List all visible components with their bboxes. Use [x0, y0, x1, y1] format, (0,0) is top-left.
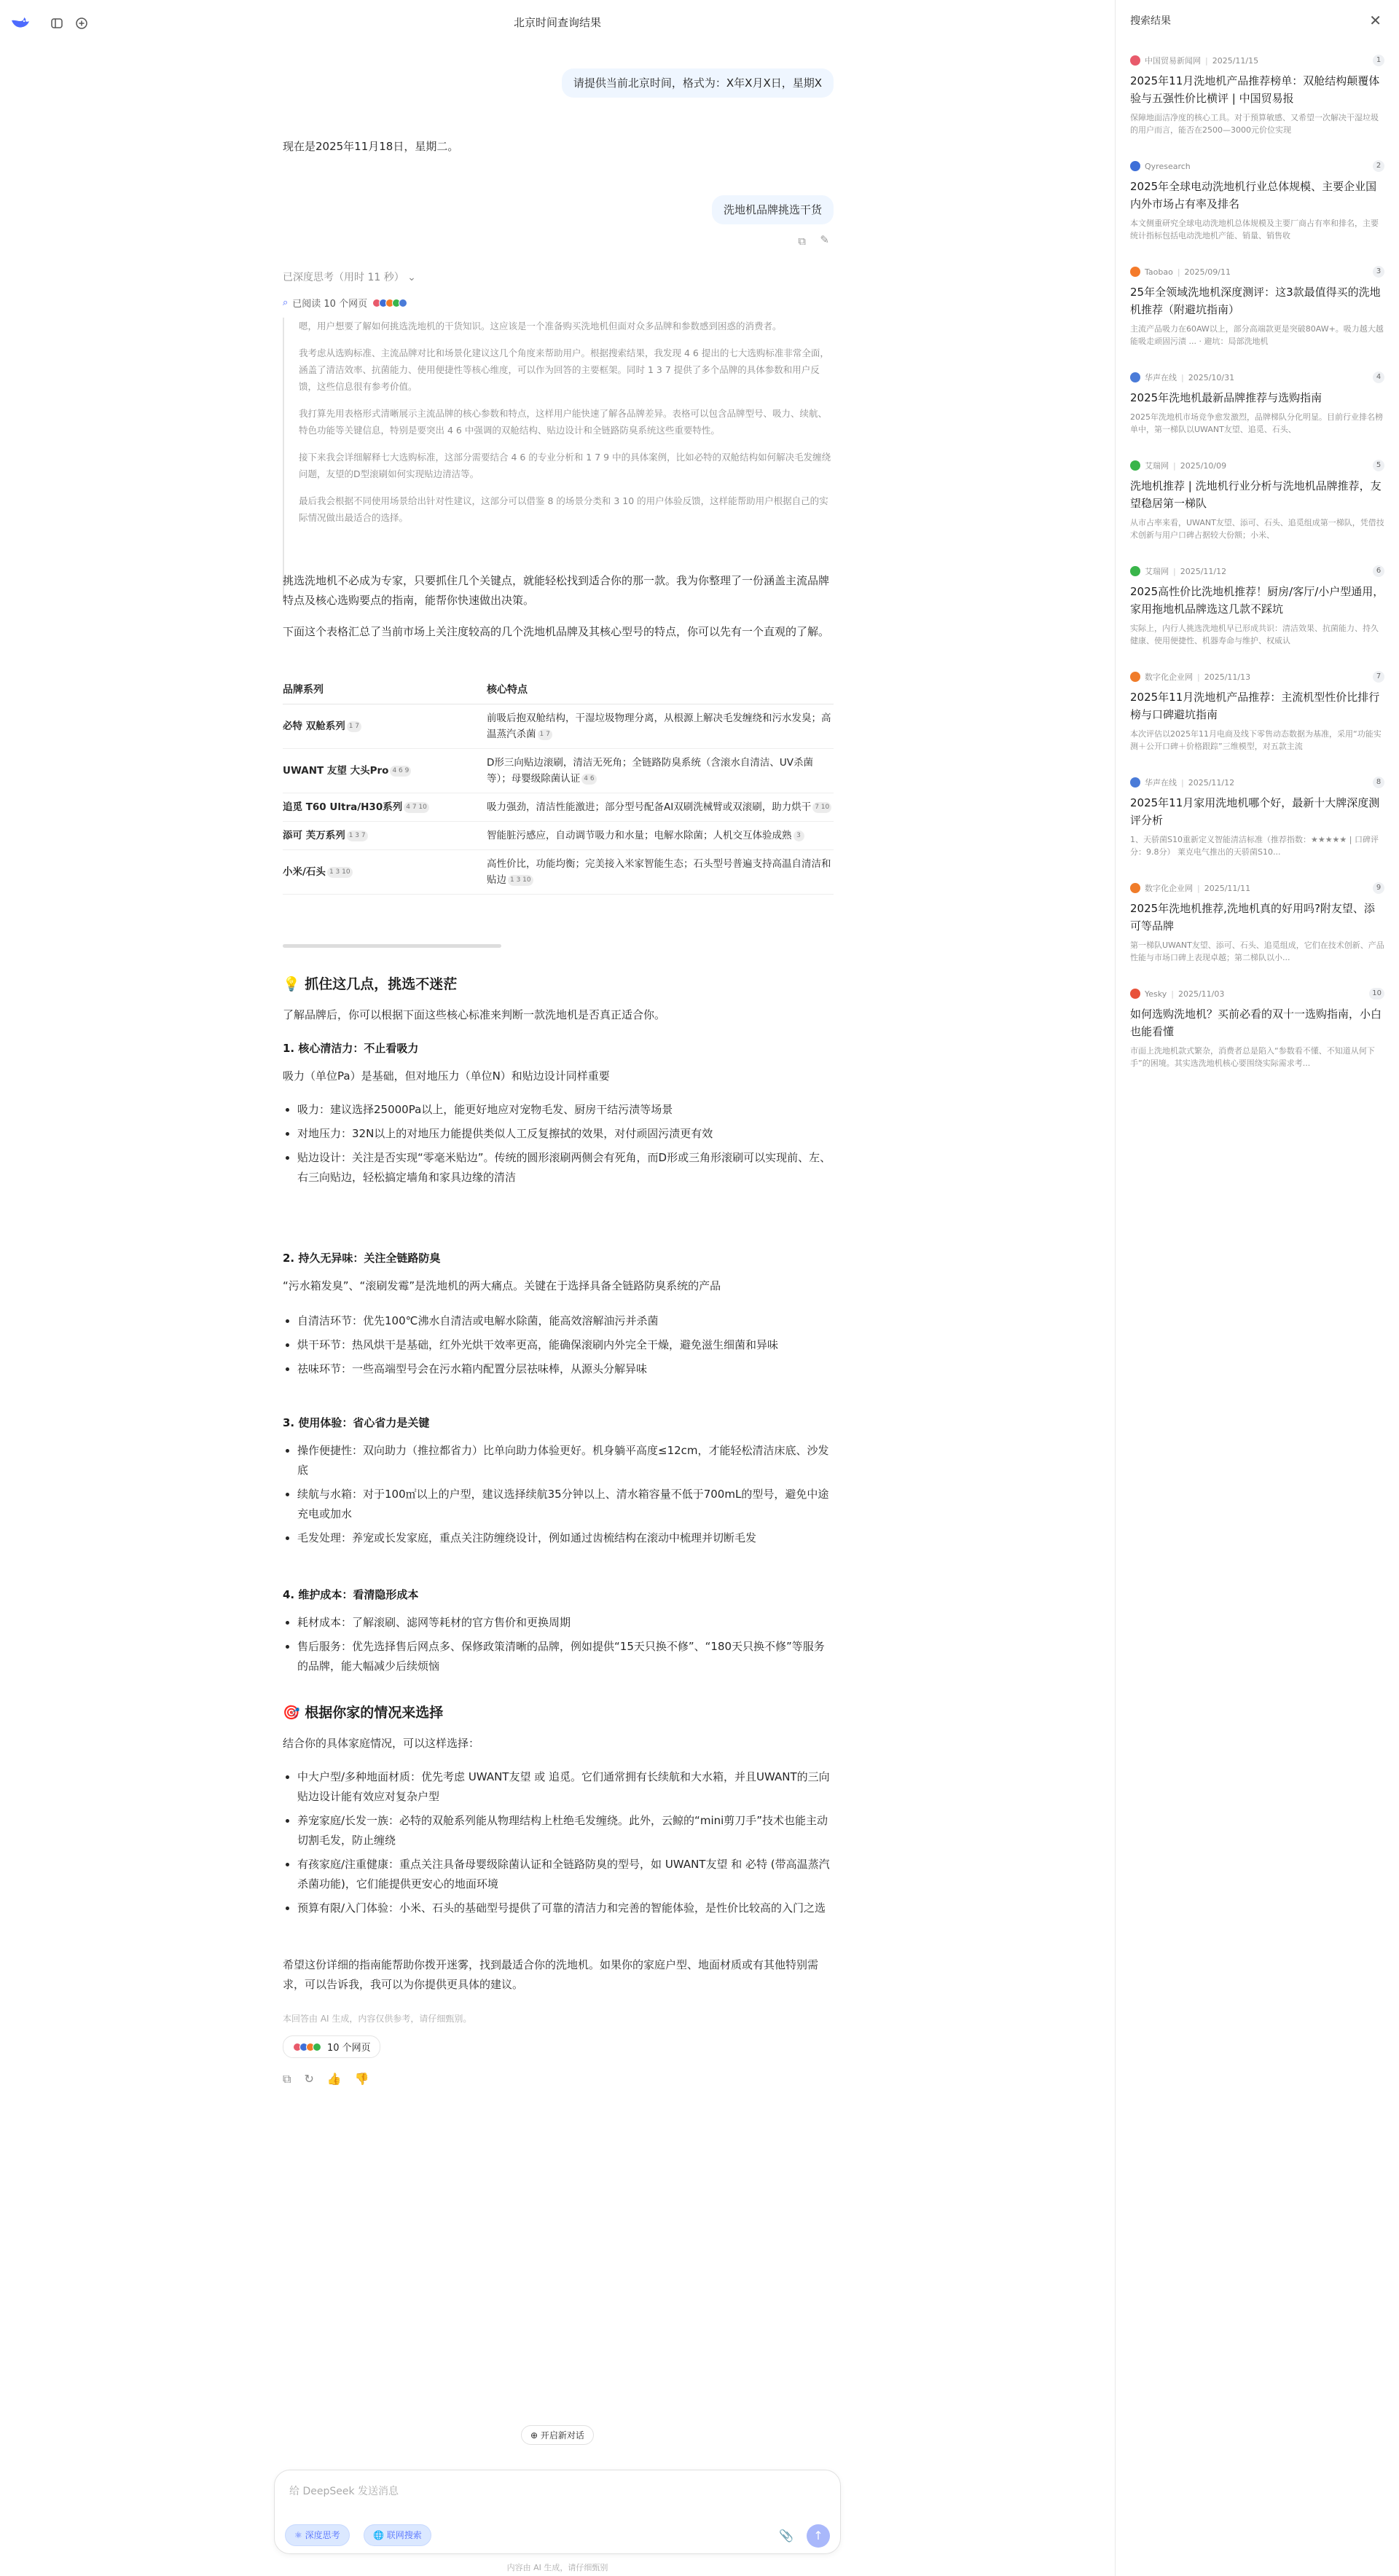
- table-row: [283, 749, 834, 793]
- result-index: 4: [1373, 372, 1384, 383]
- brand-cell: [283, 704, 487, 749]
- result-index: 2: [1373, 160, 1384, 172]
- section-heading-1: 💡 抓住这几点，挑选不迷茫: [283, 976, 458, 992]
- think-paragraph: 嗯，用户想要了解如何挑选洗地机的干货知识。这应该是一个准备购买洗地机但面对众多品牌和参数感到困惑的消费者。: [299, 321, 782, 331]
- citation-badge[interactable]: 1 3 10: [327, 867, 353, 878]
- top-bar: [0, 0, 1115, 47]
- search-icon: ⌕: [283, 297, 289, 308]
- result-source: 艾瑞网: [1145, 461, 1169, 471]
- regenerate-icon[interactable]: ↻: [304, 2072, 314, 2086]
- list-item: 续航与水箱：对于100㎡以上的户型，建议选择续航35分钟以上、清水箱容量不低于700mL的型号，避免中途充电或加水: [297, 1485, 834, 1524]
- search-result-card[interactable]: [1116, 446, 1399, 551]
- separator: |: [1173, 566, 1176, 576]
- site-favicon-icon: [1130, 267, 1140, 277]
- table-row: [283, 793, 834, 822]
- search-results-panel: [1115, 0, 1399, 2576]
- feature-text: 吸力强劲，清洁性能激进；部分型号配备AI双刷洗械臂或双滚刷，助力烘干: [487, 801, 812, 813]
- criterion-heading: 2. 持久无异味：关注全链路防臭: [283, 1252, 441, 1265]
- feature-text: 前吸后抱双舱结构，干湿垃圾物理分离，从根源上解决毛发缠绕和污水发臭；高温蒸汽杀菌: [487, 712, 831, 740]
- result-summary: 2025年洗地机市场竞争愈发激烈，品牌梯队分化明显。目前行业排名榜单中，第一梯队以UWANT友望、追觅、石头、: [1130, 412, 1383, 434]
- footer-note: 内容由 AI 生成，请仔细甄别: [506, 2563, 608, 2572]
- result-source-row: [1130, 881, 1384, 895]
- list-item: 有孩家庭/注重健康：重点关注具备母婴级除菌认证和全链路防臭的型号，如 UWANT友望 和 必特 (带高温蒸汽杀菌功能)，它们能提供更安心的地面环境: [297, 1855, 834, 1894]
- search-result-card[interactable]: [1116, 551, 1399, 657]
- result-date: 2025/10/31: [1188, 372, 1235, 382]
- target-icon: 🎯: [283, 1705, 300, 1721]
- result-summary: 本文侧重研究全球电动洗地机总体规模及主要厂商占有率和排名，主要统计指标包括电动洗地机产能、销量、销售收: [1130, 219, 1379, 240]
- separator: |: [1197, 883, 1200, 893]
- result-summary: 本次评估以2025年11月电商及线下零售动态数据为基准，采用“功能实测＋公开口碑＋价格跟踪”三维模型，对五款主流: [1130, 729, 1382, 751]
- search-result-card[interactable]: [1116, 974, 1399, 1080]
- brand-name: 追觅 T60 Ultra/H30系列: [283, 801, 403, 813]
- message-composer: [274, 2470, 841, 2554]
- search-result-card[interactable]: [1116, 252, 1399, 358]
- criterion-heading: 4. 维护成本：看清隐形成本: [283, 1588, 419, 1601]
- list-item: 中大户型/多种地面材质：优先考虑 UWANT友望 或 追觅。它们通常拥有长续航和大水箱，并且UWANT的三向贴边设计能有效应对复杂户型: [297, 1767, 834, 1807]
- feature-cell: [487, 793, 834, 822]
- citation-badge[interactable]: 4 6: [581, 774, 596, 785]
- thumbs-up-icon[interactable]: 👍: [326, 2072, 342, 2086]
- result-title[interactable]: 2025年洗地机推荐,洗地机真的好用吗?附友望、添可等品牌: [1130, 902, 1375, 932]
- result-source: 数字化企业网: [1145, 672, 1193, 682]
- result-summary: 主流产品吸力在60AW以上，部分高端款更是突破80AW+。吸力越大越能吸走顽固污渍 ... · 避坑：局部洗地机: [1130, 324, 1384, 346]
- list-item: 耗材成本：了解滚刷、滤网等耗材的官方售价和更换周期: [297, 1613, 834, 1633]
- separator: |: [1197, 672, 1200, 682]
- result-title[interactable]: 2025年11月家用洗地机哪个好，最新十大牌深度测评分析: [1130, 796, 1380, 827]
- section-lead: 结合你的具体家庭情况，可以这样选择：: [283, 1737, 480, 1750]
- table-row: [283, 704, 834, 749]
- globe-icon: 🌐: [373, 2530, 384, 2540]
- search-result-card[interactable]: [1116, 41, 1399, 146]
- list-item: 操作便捷性：双向助力（推拉都省力）比单向助力体验更好。机身躺平高度≤12cm，才能轻松清洁床底、沙发底: [297, 1441, 834, 1480]
- scenario-list: [297, 1767, 834, 1923]
- table-header: 品牌系列: [283, 675, 487, 704]
- page-title: 北京时间查询结果: [513, 16, 601, 29]
- result-title[interactable]: 25年全领域洗地机深度测评：这3款最值得买的洗地机推荐（附避坑指南）: [1130, 286, 1381, 316]
- site-favicon-icon: [1130, 777, 1140, 788]
- thumbs-down-icon[interactable]: 👎: [354, 2072, 369, 2086]
- brand-cell: [283, 850, 487, 895]
- result-index: 6: [1373, 565, 1384, 577]
- deep-think-button[interactable]: ⚛ 深度思考: [285, 2524, 350, 2546]
- attach-icon[interactable]: 📎: [779, 2529, 793, 2542]
- site-favicon-icon: [1130, 55, 1140, 66]
- result-summary: 保障地面洁净度的核心工具。对于预算敏感、又希望一次解决干湿垃圾的用户而言，能否在2500—3000元价位实现: [1130, 113, 1379, 135]
- result-source-row: [1130, 160, 1384, 173]
- result-date: 2025/11/12: [1188, 777, 1235, 788]
- site-favicon-icon: [1130, 883, 1140, 893]
- feature-text: D形三向贴边滚刷，清洁无死角；全链路防臭系统（含滚水自清洁、UV杀菌等）；母婴级除菌认证: [487, 757, 814, 785]
- panel-header: [1116, 0, 1399, 41]
- search-result-card[interactable]: [1116, 358, 1399, 446]
- site-favicon-icon: [1130, 672, 1140, 682]
- result-summary: 从市占率来看，UWANT友望、添可、石头、追觅组成第一梯队，凭借技术创新与用户口碑占据较大份额；小米、: [1130, 518, 1384, 540]
- list-item: 售后服务：优先选择售后网点多、保修政策清晰的品牌，例如提供“15天只换不修”、“180天只换不修”等服务的品牌，能大幅减少后续烦恼: [297, 1637, 834, 1676]
- new-chat-button[interactable]: ⊕ 开启新对话: [521, 2425, 594, 2445]
- read-pages-row[interactable]: ⌕ 已阅读 10 个网页: [283, 296, 407, 310]
- site-favicon-icon: [1130, 372, 1140, 382]
- ai-disclaimer: 本回答由 AI 生成，内容仅供参考，请仔细甄别。: [283, 2014, 472, 2024]
- brand-table: [283, 675, 834, 895]
- edit-icon[interactable]: ✎: [820, 233, 829, 246]
- section-lead: 了解品牌后，你可以根据下面这些核心标准来判断一款洗地机是否真正适合你。: [283, 1008, 666, 1021]
- result-index: 10: [1369, 988, 1384, 1000]
- result-date: 2025/10/09: [1180, 460, 1227, 471]
- list-item: 烘干环节：热风烘干是基础，红外光烘干效率更高，能确保滚刷内外完全干燥，避免滋生细菌和异味: [297, 1335, 834, 1355]
- result-summary: 第一梯队UWANT友望、添可、石头、追觅组成，它们在技术创新、产品性能与市场口碑上表现卓越；第二梯队以小...: [1130, 941, 1384, 962]
- result-summary: 实际上，内行人挑选洗地机早已形成共识：清洁效果、抗菌能力、持久健康、使用便捷性、机器寿命与维护、权威认: [1130, 624, 1379, 645]
- list-item: 毛发处理：养宠或长发家庭，重点关注防缠绕设计，例如通过齿梳结构在滚动中梳理并切断毛发: [297, 1528, 834, 1548]
- separator: |: [1171, 989, 1174, 999]
- result-title[interactable]: 2025年11月洗地机产品推荐：主流机型性价比排行榜与口碑避坑指南: [1130, 691, 1380, 721]
- plus-icon: ⊕: [530, 2430, 538, 2440]
- criterion-text: “污水箱发臭”、“滚刷发霉”是洗地机的两大痛点。关键在于选择具备全链路防臭系统的产品: [283, 1279, 721, 1292]
- result-index: 8: [1373, 777, 1384, 788]
- result-title[interactable]: 洗地机推荐 | 洗地机行业分析与洗地机品牌推荐，友望稳居第一梯队: [1130, 479, 1382, 510]
- think-paragraph: 我考虑从选购标准、主流品牌对比和场景化建议这几个角度来帮助用户。根据搜索结果，我发现 4 6 提出的七大选购标准非常全面，涵盖了清洁效率、抗菌能力、使用便捷性等核心维度，可以作为回答的主要框架。同时 1 3 7 提供了多个品牌的具体参数和用户反馈，这些信息很有参考价值。: [299, 347, 829, 392]
- brand-cell: [283, 749, 487, 793]
- result-title[interactable]: 2025年11月洗地机产品推荐榜单：双舱结构颠覆体验与五强性价比横评 | 中国贸易报: [1130, 74, 1380, 105]
- result-source-row: [1130, 776, 1384, 789]
- separator: |: [1181, 372, 1184, 382]
- criterion-list: [297, 1311, 834, 1383]
- result-list: [1116, 41, 1399, 1080]
- separator: |: [1181, 777, 1184, 788]
- site-favicon-icon: [1130, 460, 1140, 471]
- list-item: 自清洁环节：优先100℃沸水自清洁或电解水除菌，能高效溶解油污并杀菌: [297, 1311, 834, 1331]
- result-source: 华声在线: [1145, 373, 1177, 382]
- citation-badge[interactable]: 1 7: [347, 721, 361, 732]
- result-source-row: [1130, 371, 1384, 384]
- brand-name: 必特 双舱系列: [283, 720, 345, 732]
- criterion-list: [297, 1613, 834, 1681]
- search-result-card[interactable]: [1116, 657, 1399, 763]
- list-item: 养宠家庭/长发一族：必特的双舱系列能从物理结构上杜绝毛发缠绕。此外，云鲸的“mini剪刀手”技术也能主动切割毛发，防止缠绕: [297, 1811, 834, 1850]
- separator: |: [1205, 55, 1208, 66]
- result-source: Qyresearch: [1145, 161, 1191, 171]
- source-favicons: [295, 2043, 321, 2051]
- result-source-row: [1130, 565, 1384, 578]
- criterion-list: [297, 1441, 834, 1552]
- table-row: [283, 850, 834, 895]
- chevron-down-icon: ⌄: [407, 272, 416, 283]
- list-item: 贴边设计：关注是否实现“零毫米贴边”。传统的圆形滚刷两侧会有死角，而D形或三角形滚刷可以实现前、左、右三向贴边，轻松搞定墙角和家具边缘的清洁: [297, 1148, 834, 1187]
- thinking-block: [283, 318, 834, 600]
- copy-icon[interactable]: ⧉: [283, 2072, 291, 2086]
- result-date: 2025/11/12: [1180, 566, 1227, 576]
- result-title[interactable]: 2025高性价比洗地机推荐！厨房/客厅/小户型通用，家用拖地机品牌选这几款不踩坑: [1130, 585, 1384, 616]
- result-source: Yesky: [1145, 989, 1167, 999]
- result-source: 中国贸易新闻网: [1145, 56, 1201, 66]
- citation-badge[interactable]: 1 3 10: [508, 875, 533, 886]
- result-title[interactable]: 2025年全球电动洗地机行业总体规模、主要企业国内外市场占有率及排名: [1130, 180, 1377, 211]
- result-date: 2025/11/13: [1204, 672, 1251, 682]
- brand-name: 小米/石头: [283, 866, 326, 878]
- result-source: Taobao: [1145, 267, 1173, 277]
- user-message: 请提供当前北京时间，格式为：X年X月X日，星期X: [562, 68, 834, 98]
- intro-paragraph: 挑选洗地机不必成为专家，只要抓住几个关键点，就能轻松找到适合你的那一款。我为你整理了一份涵盖主流品牌特点及核心选购要点的指南，能帮你快速做出决策。: [283, 574, 830, 607]
- list-item: 吸力：建议选择25000Pa以上，能更好地应对宠物毛发、厨房干结污渍等场景: [297, 1100, 834, 1120]
- result-source-row: [1130, 987, 1384, 1000]
- sources-button[interactable]: 10 个网页: [283, 2035, 380, 2058]
- criterion-heading: 1. 核心清洁力：不止看吸力: [283, 1042, 419, 1055]
- result-date: 2025/11/11: [1204, 883, 1251, 893]
- citation-badge[interactable]: 1 7: [538, 729, 552, 740]
- result-title[interactable]: 如何选购洗地机？买前必看的双十一选购指南，小白也能看懂: [1130, 1008, 1382, 1038]
- site-favicon-icon: [1130, 566, 1140, 576]
- brand-name: 添可 芙万系列: [283, 830, 345, 841]
- assistant-answer-1: 现在是2025年11月18日，星期二。: [283, 140, 459, 153]
- think-paragraph: 接下来我会详细解释七大选购标准，这部分需要结合 4 6 的专业分析和 1 7 9 中的具体案例，比如必特的双舱结构如何解决毛发缠绕问题，友望的D型滚刷如何实现贴边清洁等。: [299, 452, 831, 479]
- result-summary: 1、天骄菌S10重新定义智能清洁标准（推荐指数：★★★★★ | 口碑评分：9.8分） 莱克电气推出的天骄菌S10...: [1130, 835, 1379, 857]
- source-favicons: [375, 299, 407, 307]
- feature-cell: [487, 850, 834, 895]
- citation-badge[interactable]: 7 10: [812, 802, 831, 813]
- result-source-row: [1130, 265, 1384, 278]
- citation-badge[interactable]: 4 6 9: [390, 766, 411, 777]
- deep-think-toggle[interactable]: 已深度思考（用时 11 秒） ⌄: [283, 272, 416, 283]
- search-result-card[interactable]: [1116, 146, 1399, 252]
- close-icon[interactable]: ✕: [1369, 12, 1382, 29]
- search-result-card[interactable]: [1116, 763, 1399, 868]
- result-index: 1: [1373, 55, 1384, 66]
- separator: |: [1177, 267, 1180, 277]
- brand-name: UWANT 友望 大头Pro: [283, 765, 389, 777]
- separator: |: [1173, 460, 1176, 471]
- copy-icon[interactable]: ⧉: [798, 235, 806, 248]
- table-row: [283, 822, 834, 850]
- table-scrollbar[interactable]: [283, 944, 501, 948]
- result-source: 艾瑞网: [1145, 567, 1169, 576]
- list-item: 对地压力：32N以上的对地压力能提供类似人工反复擦拭的效果，对付顽固污渍更有效: [297, 1124, 834, 1144]
- result-index: 5: [1373, 460, 1384, 471]
- feature-cell: [487, 822, 834, 850]
- result-date: 2025/11/03: [1177, 989, 1225, 999]
- table-header: 核心特点: [487, 675, 834, 704]
- citation-badge[interactable]: 4 7 10: [404, 802, 429, 813]
- result-date: 2025/11/15: [1212, 55, 1259, 66]
- intro-paragraph: 下面这个表格汇总了当前市场上关注度较高的几个洗地机品牌及其核心型号的特点，你可以先有一个直观的了解。: [283, 625, 830, 638]
- think-paragraph: 我打算先用表格形式清晰展示主流品牌的核心参数和特点，这样用户能快速了解各品牌差异。表格可以包含品牌型号、吸力、续航、特色功能等关键信息，特别是要突出 4 6 中强调的双舱结构、贴边设计和全链路防臭系统这些重要特性。: [299, 408, 828, 436]
- result-source-row: [1130, 54, 1384, 67]
- result-source: 数字化企业网: [1145, 884, 1193, 893]
- citation-badge[interactable]: 1 3 7: [347, 830, 368, 841]
- criterion-list: [297, 1100, 834, 1192]
- result-index: 3: [1373, 266, 1384, 278]
- feature-cell: [487, 704, 834, 749]
- site-favicon-icon: [1130, 161, 1140, 171]
- panel-title: 搜索结果: [1130, 15, 1171, 27]
- feature-cell: [487, 749, 834, 793]
- result-index: 7: [1373, 671, 1384, 683]
- user-message: 洗地机品牌挑选干货: [712, 195, 834, 224]
- citation-badge[interactable]: 3: [793, 830, 804, 841]
- list-item: 预算有限/入门体验：小米、石头的基础型号提供了可靠的清洁力和完善的智能体验，是性价比较高的入门之选: [297, 1898, 834, 1918]
- think-paragraph: 最后我会根据不同使用场景给出针对性建议，这部分可以借鉴 8 的场景分类和 3 10 的用户体验反馈，这样能帮助用户根据自己的实际情况做出最适合的选择。: [299, 495, 828, 523]
- search-result-card[interactable]: [1116, 868, 1399, 974]
- result-date: 2025/09/11: [1184, 267, 1231, 277]
- result-source: 华声在线: [1145, 778, 1177, 788]
- result-title[interactable]: 2025年洗地机最新品牌推荐与选购指南: [1130, 391, 1322, 404]
- criterion-heading: 3. 使用体验：省心省力是关键: [283, 1416, 430, 1429]
- feature-text: 高性价比，功能均衡；完美接入米家智能生态；石头型号普遍支持高温自清洁和贴边: [487, 858, 831, 886]
- brand-cell: [283, 822, 487, 850]
- criterion-text: 吸力（单位Pa）是基础，但对地压力（单位N）和贴边设计同样重要: [283, 1069, 610, 1083]
- web-search-button[interactable]: 🌐 联网搜索: [364, 2524, 431, 2546]
- result-index: 9: [1373, 882, 1384, 894]
- bulb-icon: 💡: [283, 976, 300, 992]
- site-favicon-icon: [1130, 989, 1140, 999]
- list-item: 祛味环节：一些高端型号会在污水箱内配置分层祛味棒，从源头分解异味: [297, 1359, 834, 1379]
- result-summary: 市面上洗地机款式繁杂，消费者总是陷入“参数看不懂、不知道从何下手”的困境。其实选洗地机核心要围绕实际需求考...: [1130, 1046, 1375, 1068]
- arrow-up-icon: ↑: [813, 2529, 823, 2542]
- atom-icon: ⚛: [294, 2530, 302, 2540]
- message-actions: [283, 2072, 369, 2086]
- result-source-row: [1130, 670, 1384, 683]
- result-source-row: [1130, 459, 1384, 472]
- feature-text: 智能脏污感应，自动调节吸力和水量；电解水除菌；人机交互体验成熟: [487, 830, 792, 841]
- brand-cell: [283, 793, 487, 822]
- section-heading-2: 🎯 根据你家的情况来选择: [283, 1705, 444, 1721]
- closing-paragraph: 希望这份详细的指南能帮助你拨开迷雾，找到最适合你的洗地机。如果你的家庭户型、地面材质或有其他特别需求，可以告诉我，我可以为你提供更具体的建议。: [283, 1958, 819, 1991]
- send-button[interactable]: [807, 2524, 830, 2548]
- message-input[interactable]: 给 DeepSeek 发送消息: [289, 2486, 399, 2497]
